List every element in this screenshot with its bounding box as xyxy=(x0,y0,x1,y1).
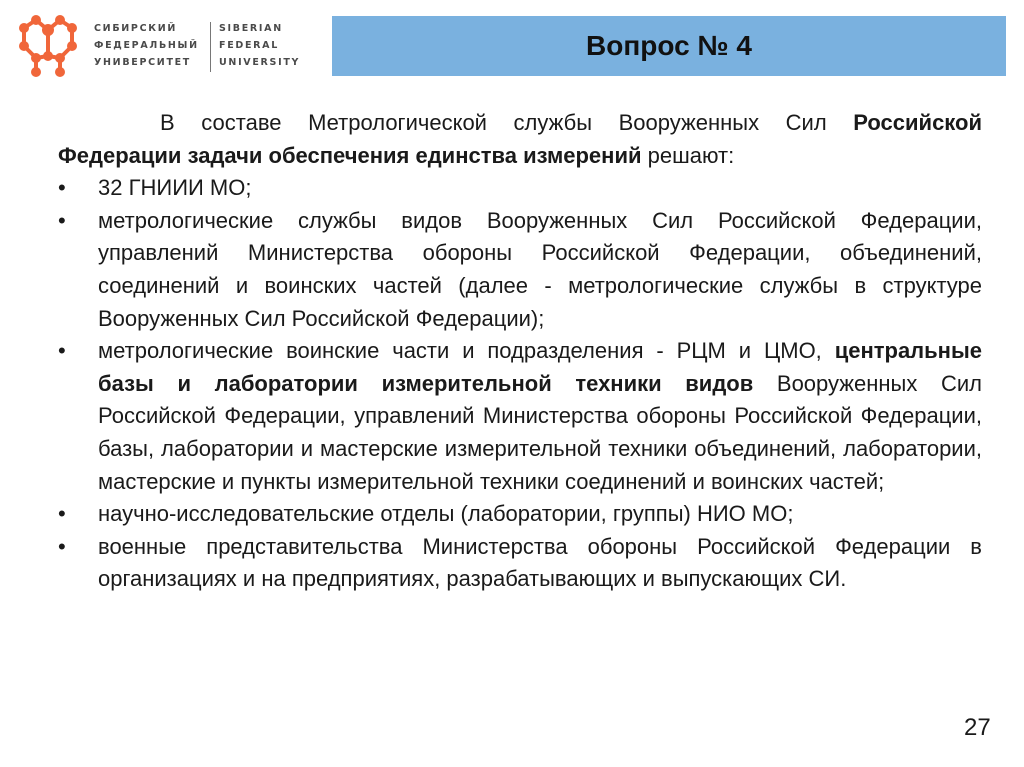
bullet-icon: • xyxy=(58,175,66,201)
logo-ru-line: ФЕДЕРАЛЬНЫЙ xyxy=(94,40,199,51)
list-item xyxy=(58,335,982,498)
list-item xyxy=(58,205,982,335)
logo-ru-line: СИБИРСКИЙ xyxy=(94,23,178,34)
list-item xyxy=(58,531,982,596)
page-number: 27 xyxy=(964,714,991,741)
list-item xyxy=(58,172,982,205)
list-item-text: 32 ГНИИИ МО; xyxy=(98,175,252,201)
list-item-text: метрологические службы видов Вооруженных Сил Российской Федерации, управлений Министерства обороны Российской Федерации, объединений, соединений и воинских частей (далее - метрологические службы в структуре Вооруженных Сил Российской Федерации); xyxy=(98,207,982,331)
logo-ru-line: УНИВЕРСИТЕТ xyxy=(94,57,191,68)
intro-paragraph xyxy=(58,107,982,172)
intro-text-end: решают: xyxy=(641,142,735,168)
intro-text-bold: Российской Федерации задачи обеспечения единства измерений xyxy=(58,110,982,168)
bullet-icon: • xyxy=(58,207,66,233)
logo-en-line: UNIVERSITY xyxy=(219,57,301,68)
slide-content xyxy=(58,107,982,596)
university-logo xyxy=(14,10,301,80)
list-item-text-end: Вооруженных Сил Российской Федерации, управлений Министерства обороны Российской Федерации, базы, лаборатории и мастерские измерительной техники объединений, лаборатории, мастерские и пункты измерительной техники соединений и воинских частей; xyxy=(98,370,982,494)
list-item-text: научно-исследовательские отделы (лаборатории, группы) НИО МО; xyxy=(98,501,794,527)
logo-divider xyxy=(210,22,211,72)
intro-text: В составе Метрологической службы Вооруженных Сил xyxy=(160,110,854,135)
logo-en-line: SIBERIAN xyxy=(219,23,283,34)
logo-text-en xyxy=(219,20,300,71)
logo-text-ru xyxy=(94,20,199,71)
bullet-icon: • xyxy=(58,338,66,364)
logo-en-line: FEDERAL xyxy=(219,40,279,51)
slide-title: Вопрос № 4 xyxy=(586,30,752,61)
bullet-icon: • xyxy=(58,501,66,527)
list-item-text: метрологические воинские части и подразделения - РЦМ и ЦМО, xyxy=(98,338,835,364)
molecule-logo-icon xyxy=(14,10,84,80)
title-bar xyxy=(332,16,1006,76)
bullet-icon: • xyxy=(58,533,66,559)
bullet-list xyxy=(58,172,982,596)
list-item-text: военные представительства Министерства обороны Российской Федерации в организациях и на предприятиях, разрабатывающих и выпускающих СИ. xyxy=(98,533,982,592)
list-item-text-bold: центральные базы и лаборатории измерительной техники видов xyxy=(98,338,982,396)
list-item xyxy=(58,498,982,531)
